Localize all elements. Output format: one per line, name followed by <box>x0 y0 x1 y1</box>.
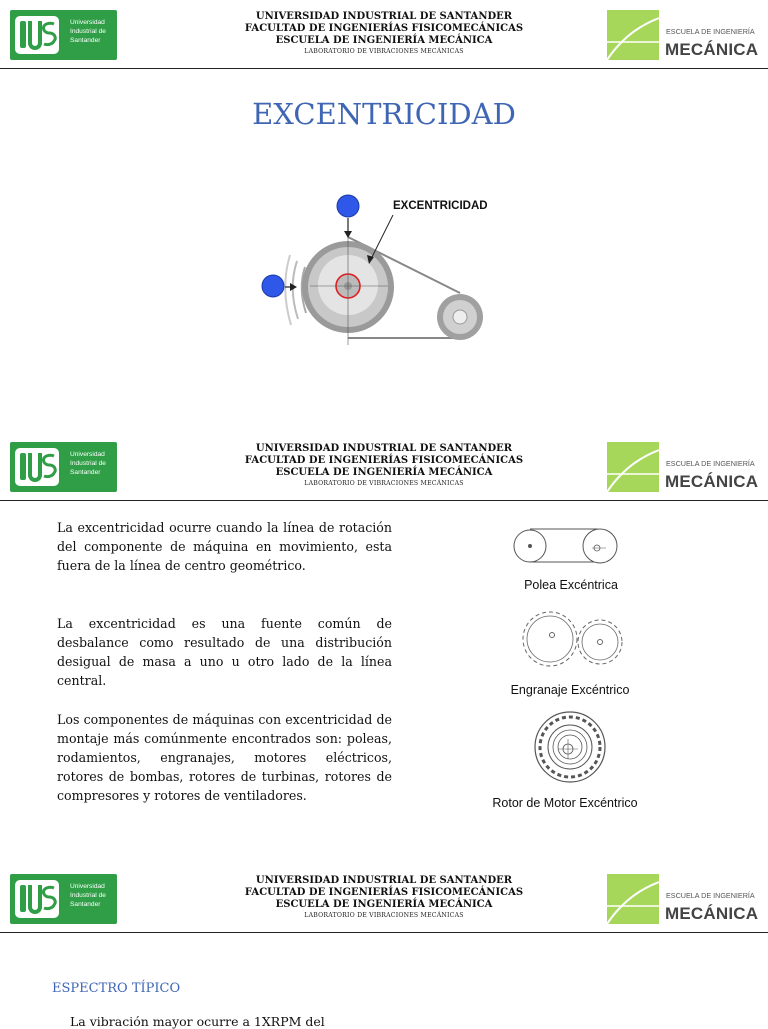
uis-emblem-icon <box>15 448 59 486</box>
header-faculty: FACULTAD DE INGENIERÍAS FISICOMECÁNICAS <box>244 455 524 466</box>
mecanica-sub: ESCUELA DE INGENIERÍA <box>666 891 755 900</box>
uis-name: Universidad Industrial de Santander <box>70 883 106 908</box>
header-school: ESCUELA DE INGENIERÍA MECÁNICA <box>275 899 493 910</box>
slide-header <box>0 0 768 69</box>
slide-2 <box>0 432 768 844</box>
mecanica-sub: ESCUELA DE INGENIERÍA <box>666 27 755 36</box>
uis-emblem-icon <box>15 16 59 54</box>
header-text-block <box>200 443 568 488</box>
paragraph-1: La excentricidad ocurre cuando la línea de rotación del componente de máquina en movimiento, esta fuera de la línea de centro geométrico. <box>57 520 392 573</box>
mecanica-emblem-icon <box>607 10 659 60</box>
eccentric-rotor-figure <box>532 709 608 785</box>
partial-paragraph: La vibración mayor ocurre a 1XRPM del <box>70 1014 325 1029</box>
mecanica-emblem-icon <box>607 874 659 924</box>
slide-header <box>0 432 768 501</box>
header-university: UNIVERSIDAD INDUSTRIAL DE SANTANDER <box>255 11 513 22</box>
uis-name: Universidad Industrial de Santander <box>70 451 106 476</box>
header-lab: LABORATORIO DE VIBRACIONES MECÁNICAS <box>304 48 464 55</box>
caption-pulley: Polea Excéntrica <box>524 578 618 592</box>
uis-logo <box>10 10 117 60</box>
slide-header <box>0 864 768 933</box>
eccentric-gear-figure <box>512 608 628 670</box>
mecanica-logo <box>603 872 763 926</box>
header-school: ESCUELA DE INGENIERÍA MECÁNICA <box>275 35 493 46</box>
header-text-block <box>200 875 568 920</box>
header-faculty: FACULTAD DE INGENIERÍAS FISICOMECÁNICAS <box>244 23 524 34</box>
uis-name: Universidad Industrial de Santander <box>70 19 106 44</box>
header-university: UNIVERSIDAD INDUSTRIAL DE SANTANDER <box>255 875 513 886</box>
mecanica-main: MECÁNICA <box>665 904 759 923</box>
eccentric-pulley-figure <box>510 526 626 566</box>
header-text-block <box>200 11 568 56</box>
paragraph-3: Los componentes de máquinas con excentricidad de montaje más comúnmente encontrados son: poleas, rodamientos, engranajes, motores eléctricos, rotores de bombas, rotores de turbinas, rotores de compresores y rotores de ventiladores. <box>57 712 392 803</box>
eccentricity-figure <box>250 185 540 350</box>
header-lab: LABORATORIO DE VIBRACIONES MECÁNICAS <box>304 480 464 487</box>
header-lab: LABORATORIO DE VIBRACIONES MECÁNICAS <box>304 912 464 919</box>
section-heading: ESPECTRO TÍPICO <box>52 981 181 996</box>
uis-emblem-icon <box>15 880 59 918</box>
caption-gear: Engranaje Excéntrico <box>510 683 630 697</box>
mecanica-main: MECÁNICA <box>665 40 759 59</box>
mecanica-logo <box>603 8 763 62</box>
paragraph-2: La excentricidad es una fuente común de desbalance como resultado de una distribución desigual de masa a uno u otro lado de la línea central. <box>57 616 392 688</box>
slide-1 <box>0 0 768 428</box>
header-university: UNIVERSIDAD INDUSTRIAL DE SANTANDER <box>255 443 513 454</box>
header-faculty: FACULTAD DE INGENIERÍAS FISICOMECÁNICAS <box>244 887 524 898</box>
slide-3 <box>0 864 768 1024</box>
mecanica-sub: ESCUELA DE INGENIERÍA <box>666 459 755 468</box>
uis-logo <box>10 874 117 924</box>
caption-rotor: Rotor de Motor Excéntrico <box>492 796 638 810</box>
mecanica-main: MECÁNICA <box>665 472 759 491</box>
figure-label: EXCENTRICIDAD <box>393 200 488 212</box>
header-school: ESCUELA DE INGENIERÍA MECÁNICA <box>275 467 493 478</box>
mecanica-logo <box>603 440 763 494</box>
page-title: EXCENTRICIDAD <box>252 97 516 131</box>
mecanica-emblem-icon <box>607 442 659 492</box>
uis-logo <box>10 442 117 492</box>
